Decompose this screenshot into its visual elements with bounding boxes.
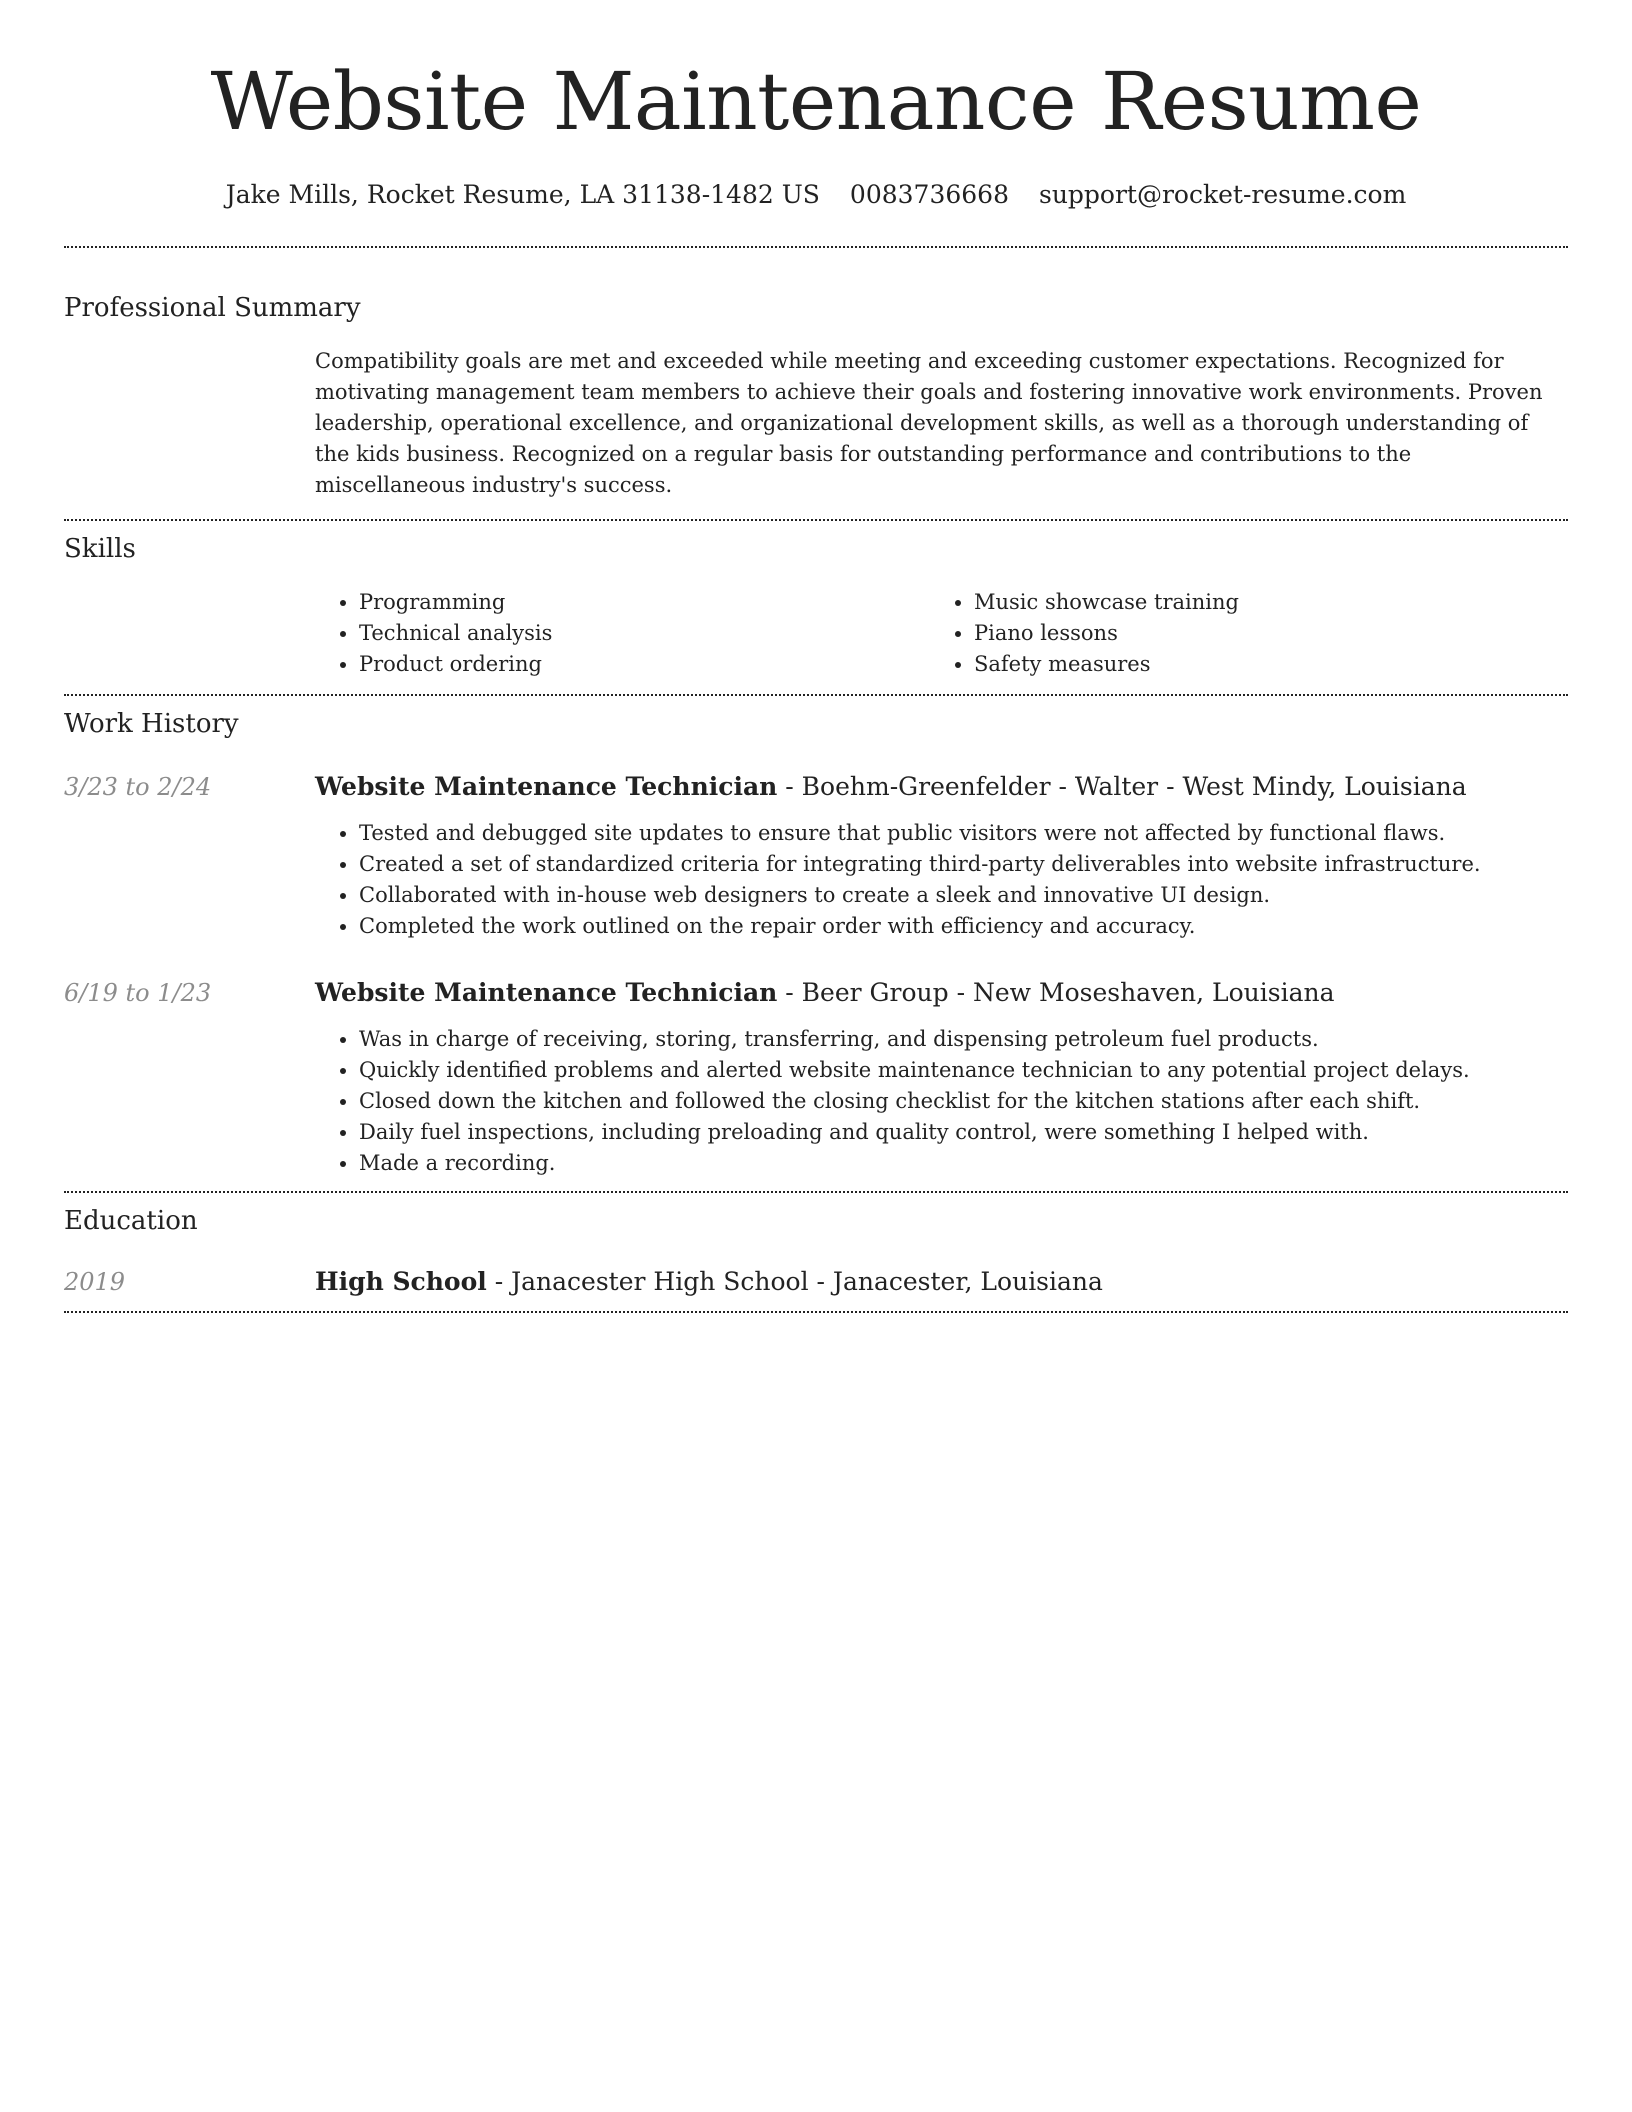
resume-page	[64, 0, 1568, 1313]
job-details	[315, 1024, 1568, 1179]
job-header	[64, 976, 1568, 1010]
skill-item: • Music showcase training	[974, 587, 1545, 618]
job-title-line	[315, 976, 1335, 1010]
education-degree: High School	[315, 1267, 487, 1296]
contact-email: support@rocket-resume.com	[1038, 180, 1407, 209]
summary-section	[64, 248, 1568, 501]
skills-section	[64, 521, 1568, 680]
job-dates: 3/23 to 2/24	[64, 773, 212, 801]
education-date: 2019	[64, 1268, 126, 1296]
job-bullet: • Closed down the kitchen and followed the closing checklist for the kitchen stations after each shift.	[359, 1086, 1568, 1117]
job-entry	[64, 976, 1568, 1179]
skills-list-right	[930, 587, 1545, 680]
job-header	[64, 770, 1568, 804]
contact-address: Jake Mills, Rocket Resume, LA 31138-1482 US	[225, 180, 820, 209]
job-bullet: • Tested and debugged site updates to ensure that public visitors were not affected by functional flaws.	[359, 818, 1568, 849]
job-dates: 6/19 to 1/23	[64, 979, 212, 1007]
skills-heading: Skills	[64, 534, 136, 564]
summary-text: Compatibility goals are met and exceeded while meeting and exceeding customer expectations. Recognized for motivating management team members to achieve their goals and fostering innovative work environments. Proven leadership, operational excellence, and organizational development skills, as well as a thorough understanding of the kids business. Recognized on a regular basis for outstanding performance and contributions to the miscellaneous industry's success.	[315, 349, 1543, 497]
job-details	[315, 818, 1568, 942]
work-section	[64, 696, 1568, 1179]
education-line	[315, 1265, 1103, 1299]
skill-item: • Piano lessons	[974, 618, 1545, 649]
work-heading: Work History	[64, 709, 239, 739]
job-bullets	[315, 1024, 1568, 1179]
section-divider	[64, 1311, 1568, 1313]
job-bullets	[315, 818, 1568, 942]
job-bullet: • Was in charge of receiving, storing, transferring, and dispensing petroleum fuel products.	[359, 1024, 1568, 1055]
job-bullet: • Collaborated with in-house web designers to create a sleek and innovative UI design.	[359, 880, 1568, 911]
contact-line	[64, 178, 1568, 212]
skill-item: • Product ordering	[359, 649, 930, 680]
skills-grid	[315, 587, 1568, 680]
job-bullet: • Completed the work outlined on the repair order with efficiency and accuracy.	[359, 911, 1568, 942]
education-school: - Janacester High School - Janacester, Louisiana	[486, 1267, 1103, 1296]
skill-item: • Safety measures	[974, 649, 1545, 680]
education-heading: Education	[64, 1206, 198, 1236]
summary-heading: Professional Summary	[64, 293, 361, 323]
job-role: Website Maintenance Technician	[315, 978, 778, 1007]
education-entry	[64, 1265, 1568, 1299]
skill-item: • Programming	[359, 587, 930, 618]
job-employer: - Boehm-Greenfelder - Walter - West Mindy, Louisiana	[777, 772, 1467, 801]
job-employer: - Beer Group - New Moseshaven, Louisiana	[777, 978, 1335, 1007]
job-bullet: • Quickly identified problems and alerted website maintenance technician to any potential project delays.	[359, 1055, 1568, 1086]
resume-title: Website Maintenance Resume	[210, 55, 1422, 148]
job-role: Website Maintenance Technician	[315, 772, 778, 801]
job-entry	[64, 770, 1568, 942]
job-bullet: • Daily fuel inspections, including preloading and quality control, were something I helped with.	[359, 1117, 1568, 1148]
skill-item: • Technical analysis	[359, 618, 930, 649]
job-title-line	[315, 770, 1467, 804]
skills-list-left	[315, 587, 930, 680]
job-bullet: • Created a set of standardized criteria for integrating third-party deliverables into website infrastructure.	[359, 849, 1568, 880]
education-section	[64, 1193, 1568, 1299]
job-bullet: • Made a recording.	[359, 1148, 1568, 1179]
contact-phone: 0083736668	[849, 180, 1009, 209]
